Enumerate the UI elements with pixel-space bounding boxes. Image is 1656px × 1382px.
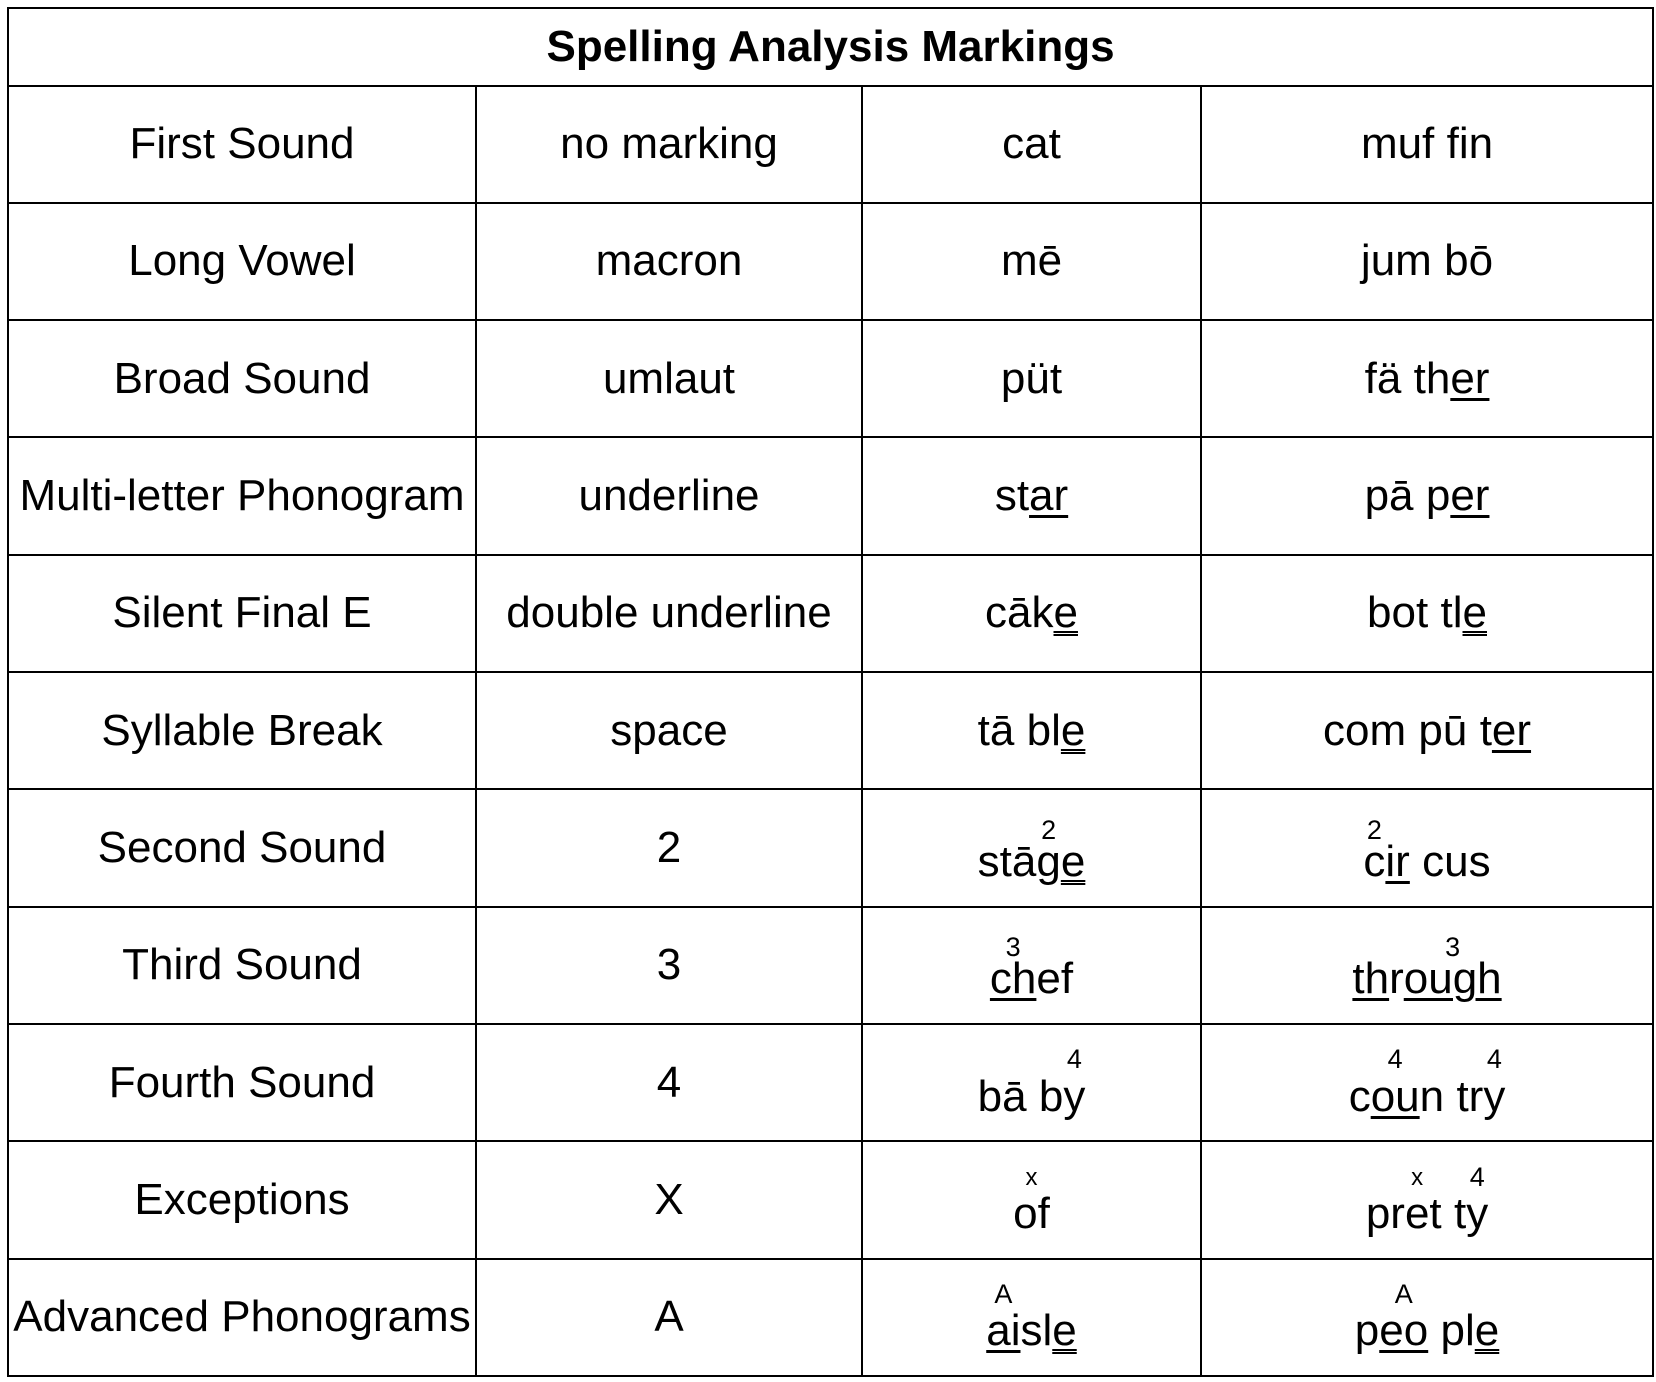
example-word [989,932,1074,1004]
table-row [8,203,1653,320]
row-marking: X [476,1141,862,1258]
marked-letter [986,1278,1021,1356]
example-2 [1201,86,1653,203]
row-marking: macron [476,203,862,320]
letters: c [1348,1071,1371,1121]
syllable: bot [1367,588,1429,638]
sound-number-marker: 4 [1486,1044,1502,1075]
phonogram-underlined: ai [986,1306,1021,1356]
letters: st [994,471,1030,521]
syllable: tā [977,705,1015,755]
example-2 [1201,320,1653,437]
example-word [1352,932,1502,1004]
phonogram-underlined: th [1352,954,1390,1004]
table-row [8,1024,1653,1141]
example-2 [1201,907,1653,1024]
syllable: bō [1444,236,1494,286]
letters: e [1404,1188,1430,1238]
example-word [978,707,1086,755]
letters: ef [1036,954,1074,1004]
example-word [1361,120,1493,168]
table-row [8,1141,1653,1258]
example-1 [862,320,1201,437]
sound-number-marker: 4 [1066,1044,1082,1075]
row-name: Broad Sound [8,320,476,437]
phonogram-underlined: ir [1385,837,1410,887]
example-1 [862,907,1201,1024]
example-word [1367,589,1487,637]
marked-letter [1370,1044,1420,1121]
example-2 [1201,437,1653,554]
phonogram-underlined: ough [1403,954,1502,1004]
silent-e-double-underlined: e [1052,1306,1077,1356]
marked-letter [1363,815,1386,887]
marked-letter [1403,932,1502,1004]
letters: n [1419,1071,1445,1121]
silent-e-double-underlined: e [1053,588,1078,638]
example-1 [862,203,1201,320]
example-word [1361,237,1493,285]
syllable: pā [1364,471,1414,521]
table-row [8,437,1653,554]
letters: g [1036,837,1061,887]
letters: cāk [985,588,1054,638]
row-marking: 2 [476,789,862,906]
silent-e-double-underlined: e [1060,837,1086,887]
example-word [985,589,1078,637]
phonogram-underlined: er [1491,705,1532,755]
letters: y [1483,1071,1506,1121]
letters: c [1363,837,1386,887]
marked-letter [1466,1161,1489,1238]
example-1 [862,789,1201,906]
marked-letter [1379,1278,1429,1356]
letters: y [1466,1188,1489,1238]
example-word: püt [1000,353,1063,403]
phonogram-underlined: ch [989,954,1037,1004]
letters: tr [1456,1071,1484,1121]
example-word: mē [1000,236,1063,286]
table-row [8,907,1653,1024]
row-name: Exceptions [8,1141,476,1258]
example-1 [862,672,1201,789]
marked-letter [1036,815,1061,887]
letters: tl [1440,588,1463,638]
example-word [1013,1164,1050,1238]
sound-number-marker: 2 [1041,815,1057,845]
row-name: Multi-letter Phonogram [8,437,476,554]
example-word [1363,815,1491,887]
letters: pl [1440,1306,1475,1356]
example-2 [1201,555,1653,672]
letters: t [1479,705,1492,755]
advanced-marker: A [994,1278,1013,1309]
row-name: Second Sound [8,789,476,906]
row-marking: umlaut [476,320,862,437]
example-1 [862,437,1201,554]
phonogram-underlined: er [1450,471,1490,521]
letters: t [1453,1188,1467,1238]
example-word [1365,355,1490,403]
row-marking: A [476,1259,862,1376]
syllable: com [1322,705,1407,755]
advanced-marker: A [1394,1278,1413,1309]
example-2 [1201,1259,1653,1376]
syllable: cus [1422,837,1491,887]
example-1 [862,1024,1201,1141]
example-1 [862,555,1201,672]
marked-letter [1404,1164,1430,1238]
example-2 [1201,203,1653,320]
marked-letter [1063,1044,1086,1121]
row-name: Advanced Phonograms [8,1259,476,1376]
example-word [995,472,1068,520]
syllable: jum [1360,236,1432,286]
row-marking: space [476,672,862,789]
row-name: Fourth Sound [8,1024,476,1141]
example-word [1365,1161,1489,1238]
table-row [8,555,1653,672]
letters: r [1389,954,1404,1004]
example-word [1354,1278,1500,1356]
sound-number-marker: 3 [1005,932,1021,963]
row-marking: no marking [476,86,862,203]
example-word: cat [1002,119,1061,169]
row-name: First Sound [8,86,476,203]
example-word [986,1278,1077,1356]
phonogram-underlined: ar [1029,471,1069,521]
example-1 [862,86,1201,203]
example-word [1365,472,1490,520]
table-row [8,672,1653,789]
sound-number-marker: 3 [1445,932,1461,963]
example-2 [1201,672,1653,789]
silent-e-double-underlined: e [1462,588,1487,638]
syllable: muf [1360,119,1435,169]
row-name: Silent Final E [8,555,476,672]
example-word [977,1044,1086,1121]
table-title: Spelling Analysis Markings [8,8,1653,86]
row-name: Third Sound [8,907,476,1024]
silent-e-double-underlined: e [1474,1306,1500,1356]
row-marking: underline [476,437,862,554]
spelling-markings-table [7,7,1654,1377]
exception-marker: x [1411,1164,1424,1192]
example-1 [862,1141,1201,1258]
marked-letter [1483,1044,1506,1121]
example-word [977,815,1086,887]
row-name: Syllable Break [8,672,476,789]
letters: bl [1026,705,1061,755]
letters: p [1425,471,1451,521]
syllable: pū [1418,705,1468,755]
letters: p [1354,1306,1380,1356]
syllable: fin [1446,119,1494,169]
sound-number-marker: 4 [1469,1161,1485,1192]
row-marking: 4 [476,1024,862,1141]
phonogram-underlined: eo [1379,1306,1429,1356]
row-marking: double underline [476,555,862,672]
letters: sl [1020,1306,1053,1356]
example-2 [1201,1024,1653,1141]
letters: th [1413,353,1451,403]
letters: of [1013,1188,1050,1238]
table-row [8,86,1653,203]
row-name: Long Vowel [8,203,476,320]
letters: pr [1365,1188,1405,1238]
sound-number-marker: 4 [1387,1044,1403,1075]
table-row [8,320,1653,437]
example-1 [862,1259,1201,1376]
phonogram-underlined: er [1450,353,1490,403]
exception-marker: x [1025,1164,1038,1192]
marked-letter [989,932,1037,1004]
example-2 [1201,789,1653,906]
letters: t [1429,1188,1442,1238]
example-word [1323,707,1531,755]
phonogram-underlined: ou [1370,1071,1420,1121]
example-2 [1201,1141,1653,1258]
sound-number-marker: 2 [1366,815,1382,845]
letters: stā [977,837,1037,887]
example-word [1348,1044,1506,1121]
letters: y [1063,1071,1086,1121]
syllable: bā [977,1071,1027,1121]
table-row [8,789,1653,906]
row-marking: 3 [476,907,862,1024]
silent-e-double-underlined: e [1060,705,1086,755]
table-row [8,1259,1653,1376]
letters: b [1038,1071,1064,1121]
marked-letter [1013,1164,1050,1238]
syllable: fä [1364,353,1402,403]
